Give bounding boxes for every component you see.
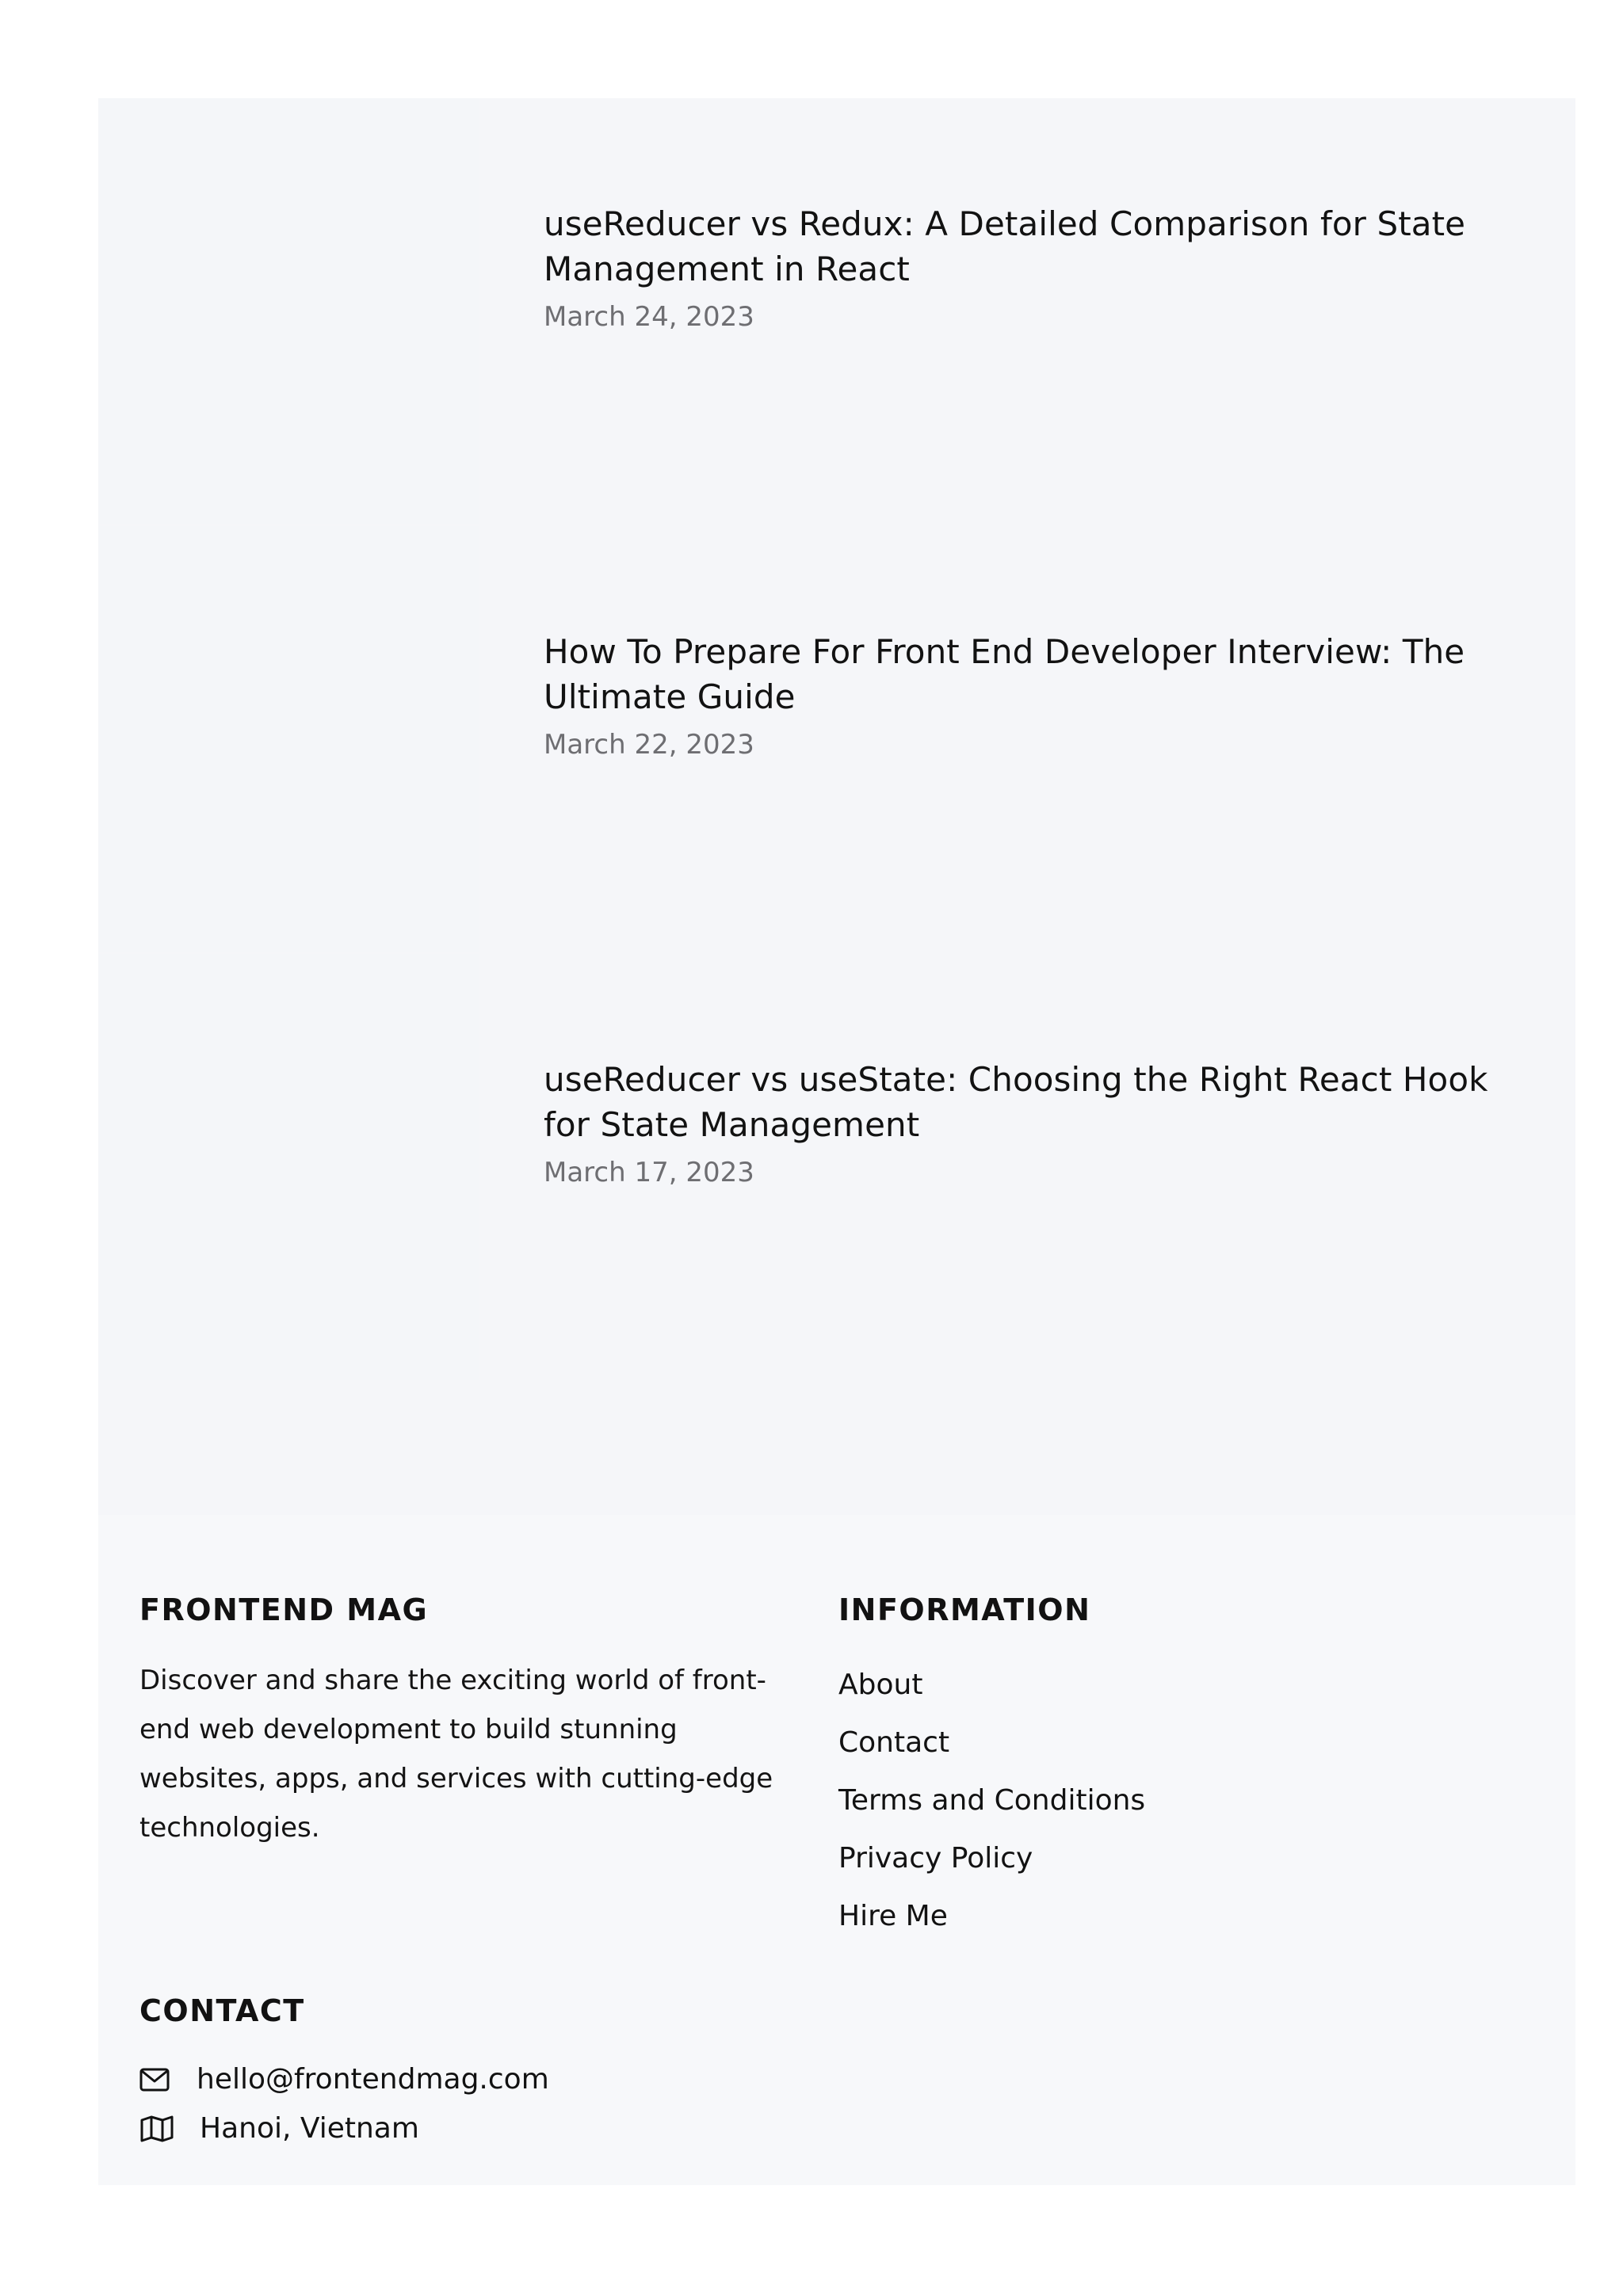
post-date: March 22, 2023	[544, 729, 754, 761]
post-thumbnail[interactable]	[98, 954, 479, 1380]
map-icon	[139, 2115, 174, 2143]
post-text	[544, 1057, 1518, 1190]
post-card[interactable]	[98, 954, 1575, 1380]
footer-link-label[interactable]: About	[838, 1669, 923, 1701]
contact-location	[139, 2109, 419, 2149]
information-heading: INFORMATION	[838, 1592, 1091, 1627]
envelope-icon	[139, 2068, 170, 2092]
post-thumbnail[interactable]	[98, 98, 479, 524]
footer-link-label[interactable]: Hire Me	[838, 1900, 948, 1932]
footer-link-label[interactable]: Privacy Policy	[838, 1842, 1033, 1875]
footer-link-privacy[interactable]	[838, 1829, 1145, 1887]
post-title[interactable]: useReducer vs useState: Choosing the Right React Hook for State Management	[544, 1060, 1488, 1144]
information-links	[838, 1656, 1145, 1945]
post-card[interactable]	[98, 526, 1575, 952]
contact-email[interactable]	[139, 2060, 549, 2100]
post-text	[544, 201, 1518, 334]
footer-link-contact[interactable]	[838, 1714, 1145, 1772]
brand-heading: FRONTEND MAG	[139, 1592, 429, 1627]
footer-link-label[interactable]: Contact	[838, 1726, 950, 1759]
site-footer	[98, 1515, 1575, 2185]
post-list	[98, 98, 1575, 1515]
post-date: March 24, 2023	[544, 301, 754, 333]
about-text: Discover and share the exciting world of front-end web development to build stunning websites, apps, and services with cutting-edge technologies.	[139, 1665, 773, 1844]
page	[98, 98, 1575, 2185]
footer-link-label[interactable]: Terms and Conditions	[838, 1784, 1146, 1817]
post-thumbnail[interactable]	[98, 526, 479, 952]
post-title[interactable]: useReducer vs Redux: A Detailed Comparison for State Management in React	[544, 204, 1466, 288]
post-text	[544, 629, 1518, 762]
contact-heading: CONTACT	[139, 1993, 305, 2028]
post-title[interactable]: How To Prepare For Front End Developer Interview: The Ultimate Guide	[544, 632, 1465, 716]
contact-email-text[interactable]: hello@frontendmag.com	[197, 2063, 549, 2096]
contact-location-text: Hanoi, Vietnam	[200, 2112, 419, 2145]
post-card[interactable]	[98, 98, 1575, 524]
footer-link-about[interactable]	[838, 1656, 1145, 1714]
post-date: March 17, 2023	[544, 1157, 754, 1188]
footer-link-terms[interactable]	[838, 1772, 1145, 1829]
footer-link-hire-me[interactable]	[838, 1887, 1145, 1945]
